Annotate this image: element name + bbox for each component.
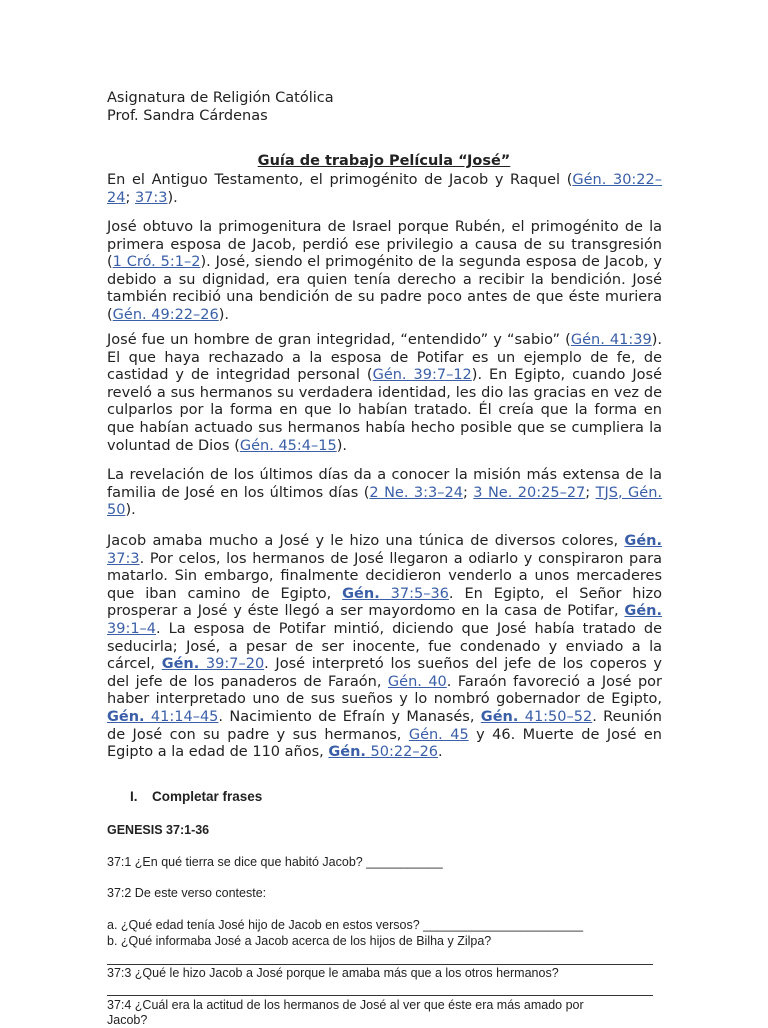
link-text: Gén. [624, 533, 662, 549]
text: José obtuvo la primogenitura de Israel porque Rubén, el primogénito de la primera esposa de Jacob, perdió ese privilegio a causa de su transgresión ( [107, 219, 662, 271]
link-text: Gén. [342, 585, 380, 602]
link-text: Gén. [480, 708, 519, 725]
link-text: 39:7–20 [199, 656, 265, 673]
link-text: Gén. [624, 603, 662, 620]
section-heading [130, 789, 262, 804]
text: ). El que haya rechazado a la esposa de Potifar es un ejemplo de fe, de castidad y de integridad personal ( [107, 332, 663, 384]
text: ). [167, 189, 178, 206]
question-37-1: 37:1 ¿En qué tierra se dice que habitó Jacob? ___________ [107, 855, 443, 869]
text: José fue un hombre de gran integridad, “entendido” y “sabio” ( [107, 332, 571, 348]
question-37-4-cont: Jacob? [107, 1013, 148, 1027]
link-text: Gén. [328, 744, 366, 761]
text: La revelación de los últimos días da a conocer la misión más extensa de la familia de José en los últimos días ( [107, 467, 662, 501]
scripture-link[interactable] [107, 709, 218, 725]
question-37-2: 37:2 De este verso conteste: [107, 886, 267, 900]
subject-line: Asignatura de Religión Católica [107, 90, 334, 106]
text: . Faraón favoreció a José por haber interpretado uno de sus sueños y lo nombró gobernador de Egipto, [107, 673, 662, 708]
section-number: I. [130, 789, 138, 804]
genesis-heading: GENESIS 37:1-36 [107, 823, 210, 837]
scripture-link[interactable]: Gén. 49:22–26 [112, 306, 219, 323]
paragraph-integridad [107, 332, 662, 455]
link-text: 41:50–52 [518, 708, 593, 725]
link-text: 37:5–36 [379, 585, 449, 602]
scripture-link[interactable] [342, 586, 449, 602]
paragraph-primogenitura [107, 219, 662, 325]
scripture-link[interactable]: Gén. 45:4–15 [239, 437, 337, 454]
teacher-line: Prof. Sandra Cárdenas [107, 108, 268, 124]
text: y 46. Muerte de José en Egipto a la edad de 110 años, [107, 726, 662, 761]
link-text: , Gén. 50 [107, 484, 662, 519]
scripture-link[interactable]: 1 Cró. 5:1–2 [112, 254, 201, 271]
text: ; [125, 189, 135, 206]
question-37-3: 37:3 ¿Qué le hizo Jacob a José porque le amaba más que a los otros hermanos? [107, 966, 559, 980]
text: . La esposa de Potifar mintió, diciendo que José había tratado de seducirla; José, a pesar de ser inocente, fue condenado y enviado a la cárcel, [107, 620, 662, 673]
question-37-2b: b. ¿Qué informaba José a Jacob acerca de los hijos de Bilha y Zilpa? [107, 934, 492, 948]
text: Jacob amaba mucho a José y le hizo una túnica de diversos colores, [107, 533, 625, 549]
text: ). [336, 437, 347, 454]
question-37-2a: a. ¿Qué edad tenía José hijo de Jacob en estos versos? _______________________ [107, 918, 584, 932]
scripture-link[interactable]: Gén. 45 [408, 726, 469, 743]
scripture-link[interactable]: 2 Ne. 3:3–24 [369, 484, 463, 501]
text: ; [462, 484, 474, 501]
scripture-link[interactable]: Gén. 30:22–24 [107, 172, 663, 206]
text: . Nacimiento de Efraín y Manasés, [218, 708, 481, 725]
text: ). José, siendo el primogénito de la segunda esposa de Jacob, y debido a su dignidad, era quien tenía derecho a recibir la bendición. José también recibió una bendición de su padre poco antes de que éste muriera ( [107, 254, 662, 323]
answer-line[interactable] [107, 995, 653, 996]
link-text: 41:14–45 [144, 708, 219, 725]
answer-line[interactable] [107, 964, 653, 965]
scripture-link[interactable]: Gén. 41:39 [570, 332, 652, 348]
text: ). En Egipto, cuando José reveló a sus hermanos su verdadera identidad, les dio las gracias en vez de culparlos por la forma en que lo habían tratado. Él creía que la forma en que habían actuado sus hermanos había hecho posible que se cumpliera la voluntad de Dios ( [107, 367, 662, 454]
text: . Por celos, los hermanos de José llegaron a odiarlo y conspiraron para matarlo. Sin embargo, finalmente decidieron venderlo a unos mercaderes que iban camino de Egipto, [107, 550, 662, 602]
question-37-4: 37:4 ¿Cuál era la actitud de los hermanos de José al ver que éste era más amado por [107, 998, 584, 1012]
scripture-link[interactable]: Gén. 40 [387, 673, 447, 690]
scripture-link[interactable]: Gén. 39:7–12 [372, 367, 472, 384]
text: . [438, 744, 443, 761]
text: . En Egipto, el Señor hizo prosperar a José y éste llegó a ser mayordomo en la casa de Potifar, [107, 585, 663, 620]
link-text: 37:3 [107, 550, 140, 567]
text: ). [218, 306, 230, 323]
link-text: TJS [595, 484, 618, 501]
link-text: Gén. [107, 708, 145, 725]
scripture-link[interactable] [481, 709, 592, 725]
scripture-link[interactable] [328, 744, 438, 760]
text: ; [585, 484, 596, 501]
text: En el Antiguo Testamento, el primogénito de Jacob y Raquel ( [107, 172, 573, 188]
page-title: Guía de trabajo Película “José” [257, 153, 511, 169]
text: . José interpretó los sueños del jefe de los coperos y del jefe de los panaderos de Faraón, [107, 656, 663, 690]
scripture-link[interactable]: 3 Ne. 20:25–27 [473, 484, 586, 501]
scripture-link[interactable] [162, 656, 264, 672]
link-text: 50:22–26 [365, 744, 439, 761]
text: ). [125, 502, 136, 519]
paragraph-intro [107, 172, 662, 207]
section-label: Completar frases [152, 789, 263, 804]
link-text: Gén. [161, 656, 200, 673]
text: . Reunión de José con su padre y sus hermanos, [107, 708, 662, 743]
paragraph-revelacion [107, 467, 662, 520]
paragraph-historia [107, 533, 662, 762]
scripture-link[interactable]: 37:3 [134, 189, 168, 206]
link-text: 39:1–4 [107, 620, 157, 637]
